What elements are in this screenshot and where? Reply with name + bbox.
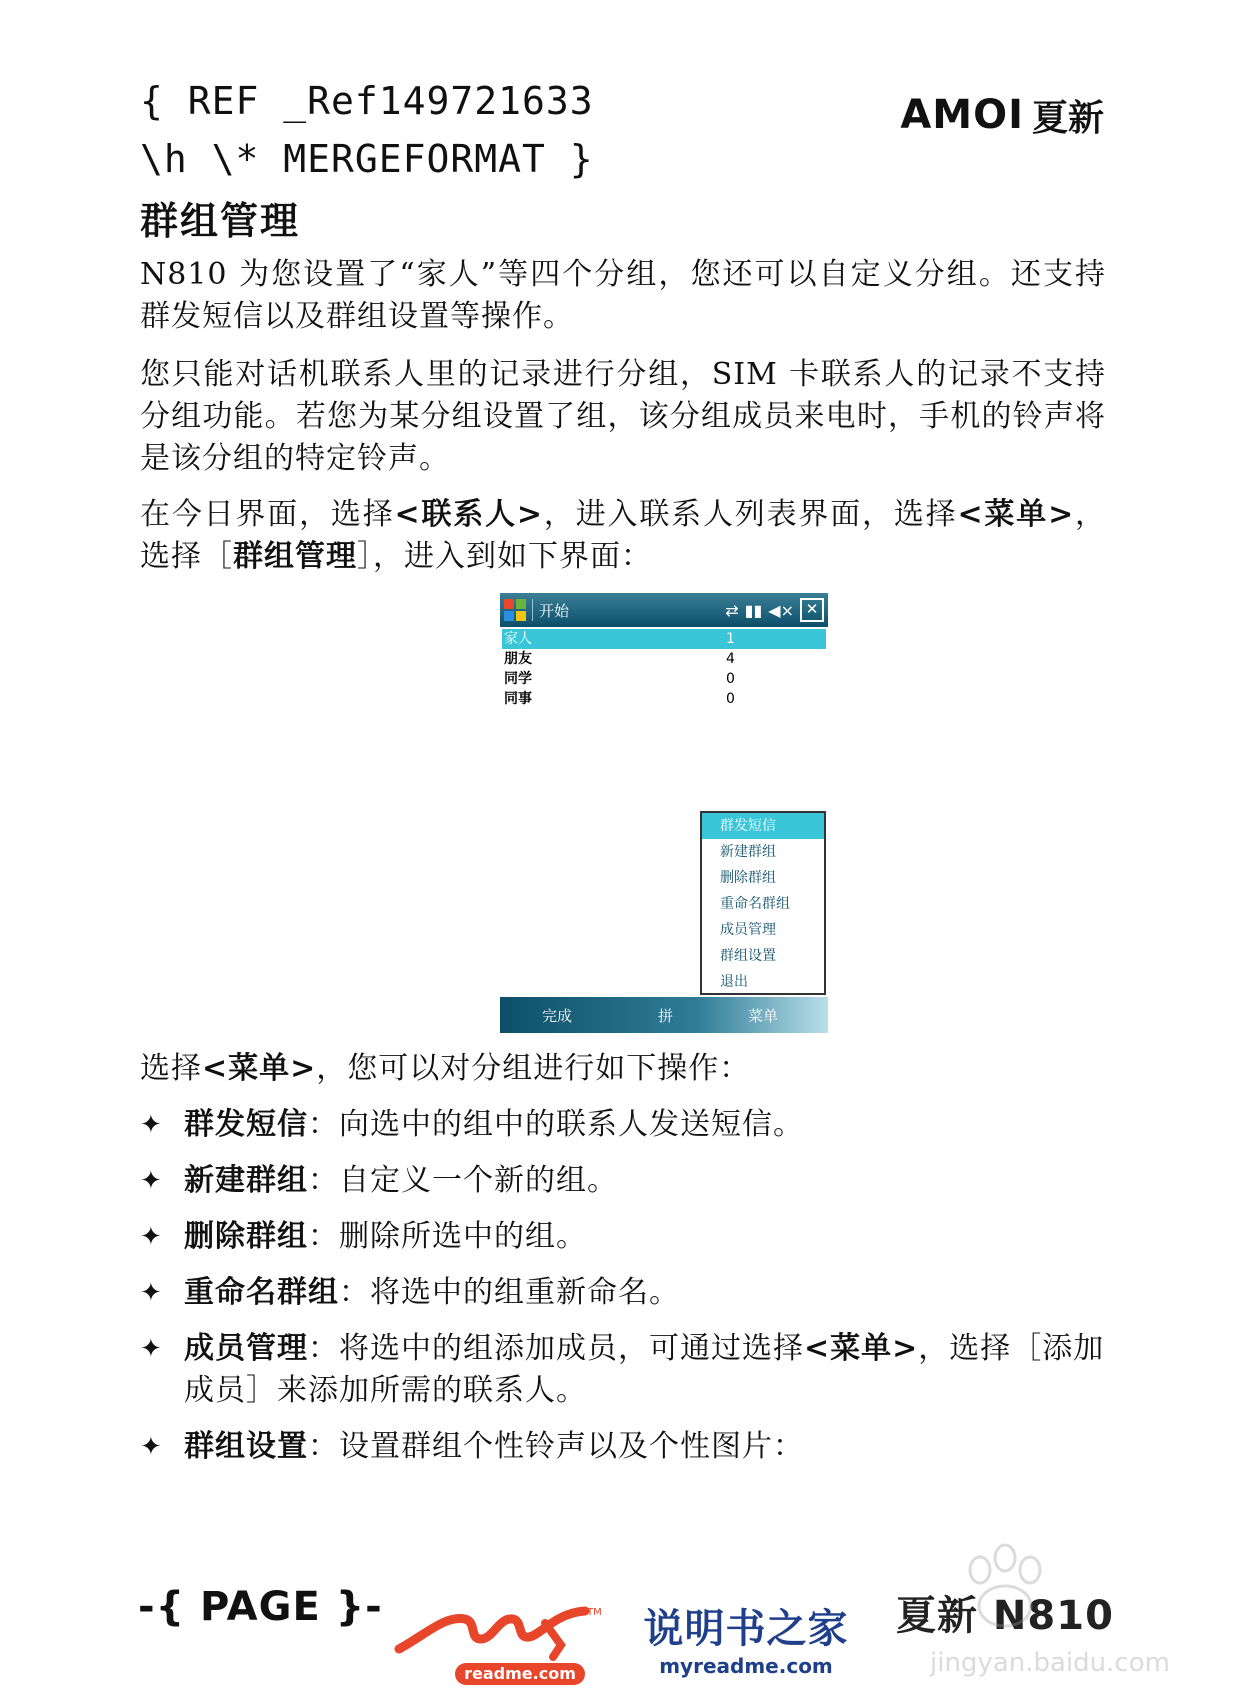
softkey-done[interactable]: 完成 bbox=[542, 1007, 573, 1025]
device-screenshot bbox=[500, 593, 828, 1033]
device-title-bar bbox=[500, 593, 828, 627]
watermark-url: jingyan.baidu.com bbox=[930, 1648, 1170, 1678]
close-icon[interactable]: ✕ bbox=[800, 598, 824, 622]
text: 在今日界面，选择 bbox=[140, 497, 395, 532]
softkey-bar bbox=[500, 997, 828, 1033]
amoi-logo bbox=[900, 90, 1104, 140]
bullet-icon: ✦ bbox=[140, 1278, 163, 1308]
bullet-term: 群发短信 bbox=[184, 1107, 308, 1142]
footer-model: 夏新 N810 bbox=[896, 1593, 1114, 1639]
bullet-term: 重命名群组 bbox=[184, 1275, 339, 1310]
volume-mute-icon[interactable]: ◀× bbox=[768, 600, 794, 620]
group-name: 同学 bbox=[504, 671, 532, 687]
bullet-item bbox=[140, 1426, 1106, 1468]
group-row[interactable] bbox=[502, 649, 826, 669]
group-name: 朋友 bbox=[504, 651, 532, 667]
bullet-icon: ✦ bbox=[140, 1432, 163, 1462]
readme-badge: readme.com bbox=[455, 1663, 585, 1685]
bullet-term: 成员管理 bbox=[184, 1331, 308, 1366]
bullet-desc: 设置群组个性铃声以及个性图片： bbox=[339, 1429, 804, 1464]
bullet-desc: ，选择［添加成员］来添加所需的联系人。 bbox=[184, 1331, 1105, 1408]
group-count: 1 bbox=[726, 631, 735, 647]
text: ，进入联系人列表界面，选择 bbox=[543, 497, 958, 532]
bullet-icon: ✦ bbox=[140, 1334, 163, 1364]
group-row[interactable] bbox=[502, 689, 826, 709]
bullet-sep: ： bbox=[308, 1331, 339, 1366]
menu-item-new-group[interactable]: 新建群组 bbox=[720, 844, 776, 860]
text: 选择 bbox=[140, 1051, 202, 1086]
bullet-term: 删除群组 bbox=[184, 1219, 308, 1254]
bullet-sep: ： bbox=[308, 1429, 339, 1464]
bullet-desc: 将选中的组重新命名。 bbox=[370, 1275, 680, 1310]
bullet-item bbox=[140, 1104, 1106, 1146]
text: ，您可以对分组进行如下操作： bbox=[316, 1051, 751, 1086]
bullet-item bbox=[140, 1216, 1106, 1258]
paragraph-intro: N810 为您设置了“家人”等四个分组，您还可以自定义分组。还支持群发短信以及群组设置等操作。 bbox=[140, 257, 1106, 334]
menu-keyword: <菜单> bbox=[202, 1051, 317, 1086]
group-count: 0 bbox=[726, 671, 735, 687]
section-title: 群组管理 bbox=[140, 198, 301, 243]
brand-en: AMOI bbox=[900, 92, 1024, 138]
bullet-sep: ： bbox=[339, 1275, 370, 1310]
menu-item-mass-sms[interactable]: 群发短信 bbox=[702, 813, 824, 839]
menu-keyword: <菜单> bbox=[804, 1331, 919, 1366]
group-row[interactable] bbox=[502, 629, 826, 649]
baidu-watermark bbox=[930, 1540, 1180, 1690]
menu-item-member-manage[interactable]: 成员管理 bbox=[720, 922, 776, 938]
bullet-item bbox=[140, 1272, 1106, 1314]
paragraph-menu-intro bbox=[140, 1048, 1106, 1090]
input-method-button[interactable]: 拼 bbox=[658, 1007, 674, 1025]
bullet-icon: ✦ bbox=[140, 1222, 163, 1252]
device-title: 开始 bbox=[539, 601, 570, 620]
bullet-desc: 将选中的组添加成员，可通过选择 bbox=[339, 1331, 804, 1366]
text: ］，进入到如下界面： bbox=[357, 539, 652, 574]
bullet-icon: ✦ bbox=[140, 1166, 163, 1196]
smszj-name: 说明书之家 bbox=[643, 1606, 849, 1652]
bullet-icon: ✦ bbox=[140, 1110, 163, 1140]
page-number-field: -{ PAGE }- bbox=[138, 1584, 383, 1630]
bullet-desc: 向选中的组中的联系人发送短信。 bbox=[339, 1107, 804, 1142]
bullet-sep: ： bbox=[308, 1219, 339, 1254]
contacts-keyword: <联系人> bbox=[394, 497, 544, 532]
bullet-term: 群组设置 bbox=[184, 1429, 308, 1464]
menu-keyword: <菜单> bbox=[957, 497, 1075, 532]
signal-icon: ▮▮ bbox=[744, 600, 763, 620]
smszj-logo bbox=[636, 1605, 856, 1679]
sync-icon: ⇄ bbox=[725, 600, 739, 620]
menu-item-exit[interactable]: 退出 bbox=[720, 974, 748, 990]
paragraph-limitations: 您只能对话机联系人里的记录进行分组，SIM 卡联系人的记录不支持分组功能。若您为某分组设置了组，该分组成员来电时，手机的铃声将是该分组的特定铃声。 bbox=[140, 357, 1106, 476]
menu-item-group-settings[interactable]: 群组设置 bbox=[720, 948, 776, 964]
my-swoosh-icon bbox=[395, 1605, 605, 1657]
group-count: 0 bbox=[726, 691, 735, 707]
group-manage-keyword: 群组管理 bbox=[233, 539, 357, 574]
windows-start-icon[interactable] bbox=[504, 599, 526, 621]
smszj-url: myreadme.com bbox=[659, 1654, 833, 1678]
field-code-header: { REF _Ref149721633 \h \* MERGEFORMAT } bbox=[140, 79, 618, 181]
paw-icon bbox=[950, 1540, 1070, 1640]
group-name: 家人 bbox=[504, 631, 532, 647]
text: ，选择［ bbox=[140, 497, 1107, 574]
group-row[interactable] bbox=[502, 669, 826, 689]
group-count: 4 bbox=[726, 651, 735, 667]
softkey-menu[interactable]: 菜单 bbox=[748, 1007, 779, 1025]
context-menu bbox=[700, 811, 826, 995]
bullet-sep: ： bbox=[308, 1107, 339, 1142]
brand-cn: 夏新 bbox=[1031, 97, 1104, 139]
bullet-term: 新建群组 bbox=[184, 1163, 308, 1198]
menu-item-rename-group[interactable]: 重命名群组 bbox=[720, 896, 790, 912]
bullet-item bbox=[140, 1160, 1106, 1202]
bullet-desc: 删除所选中的组。 bbox=[339, 1219, 587, 1254]
bullet-item bbox=[140, 1328, 1106, 1412]
bullet-desc: 自定义一个新的组。 bbox=[339, 1163, 618, 1198]
status-icons bbox=[725, 598, 824, 622]
myreadme-logo bbox=[395, 1605, 605, 1690]
menu-item-delete-group[interactable]: 删除群组 bbox=[720, 870, 776, 886]
paragraph-navigation bbox=[140, 494, 1106, 578]
trademark-mark: TM bbox=[587, 1607, 602, 1618]
group-name: 同事 bbox=[504, 691, 532, 707]
bullet-sep: ： bbox=[308, 1163, 339, 1198]
